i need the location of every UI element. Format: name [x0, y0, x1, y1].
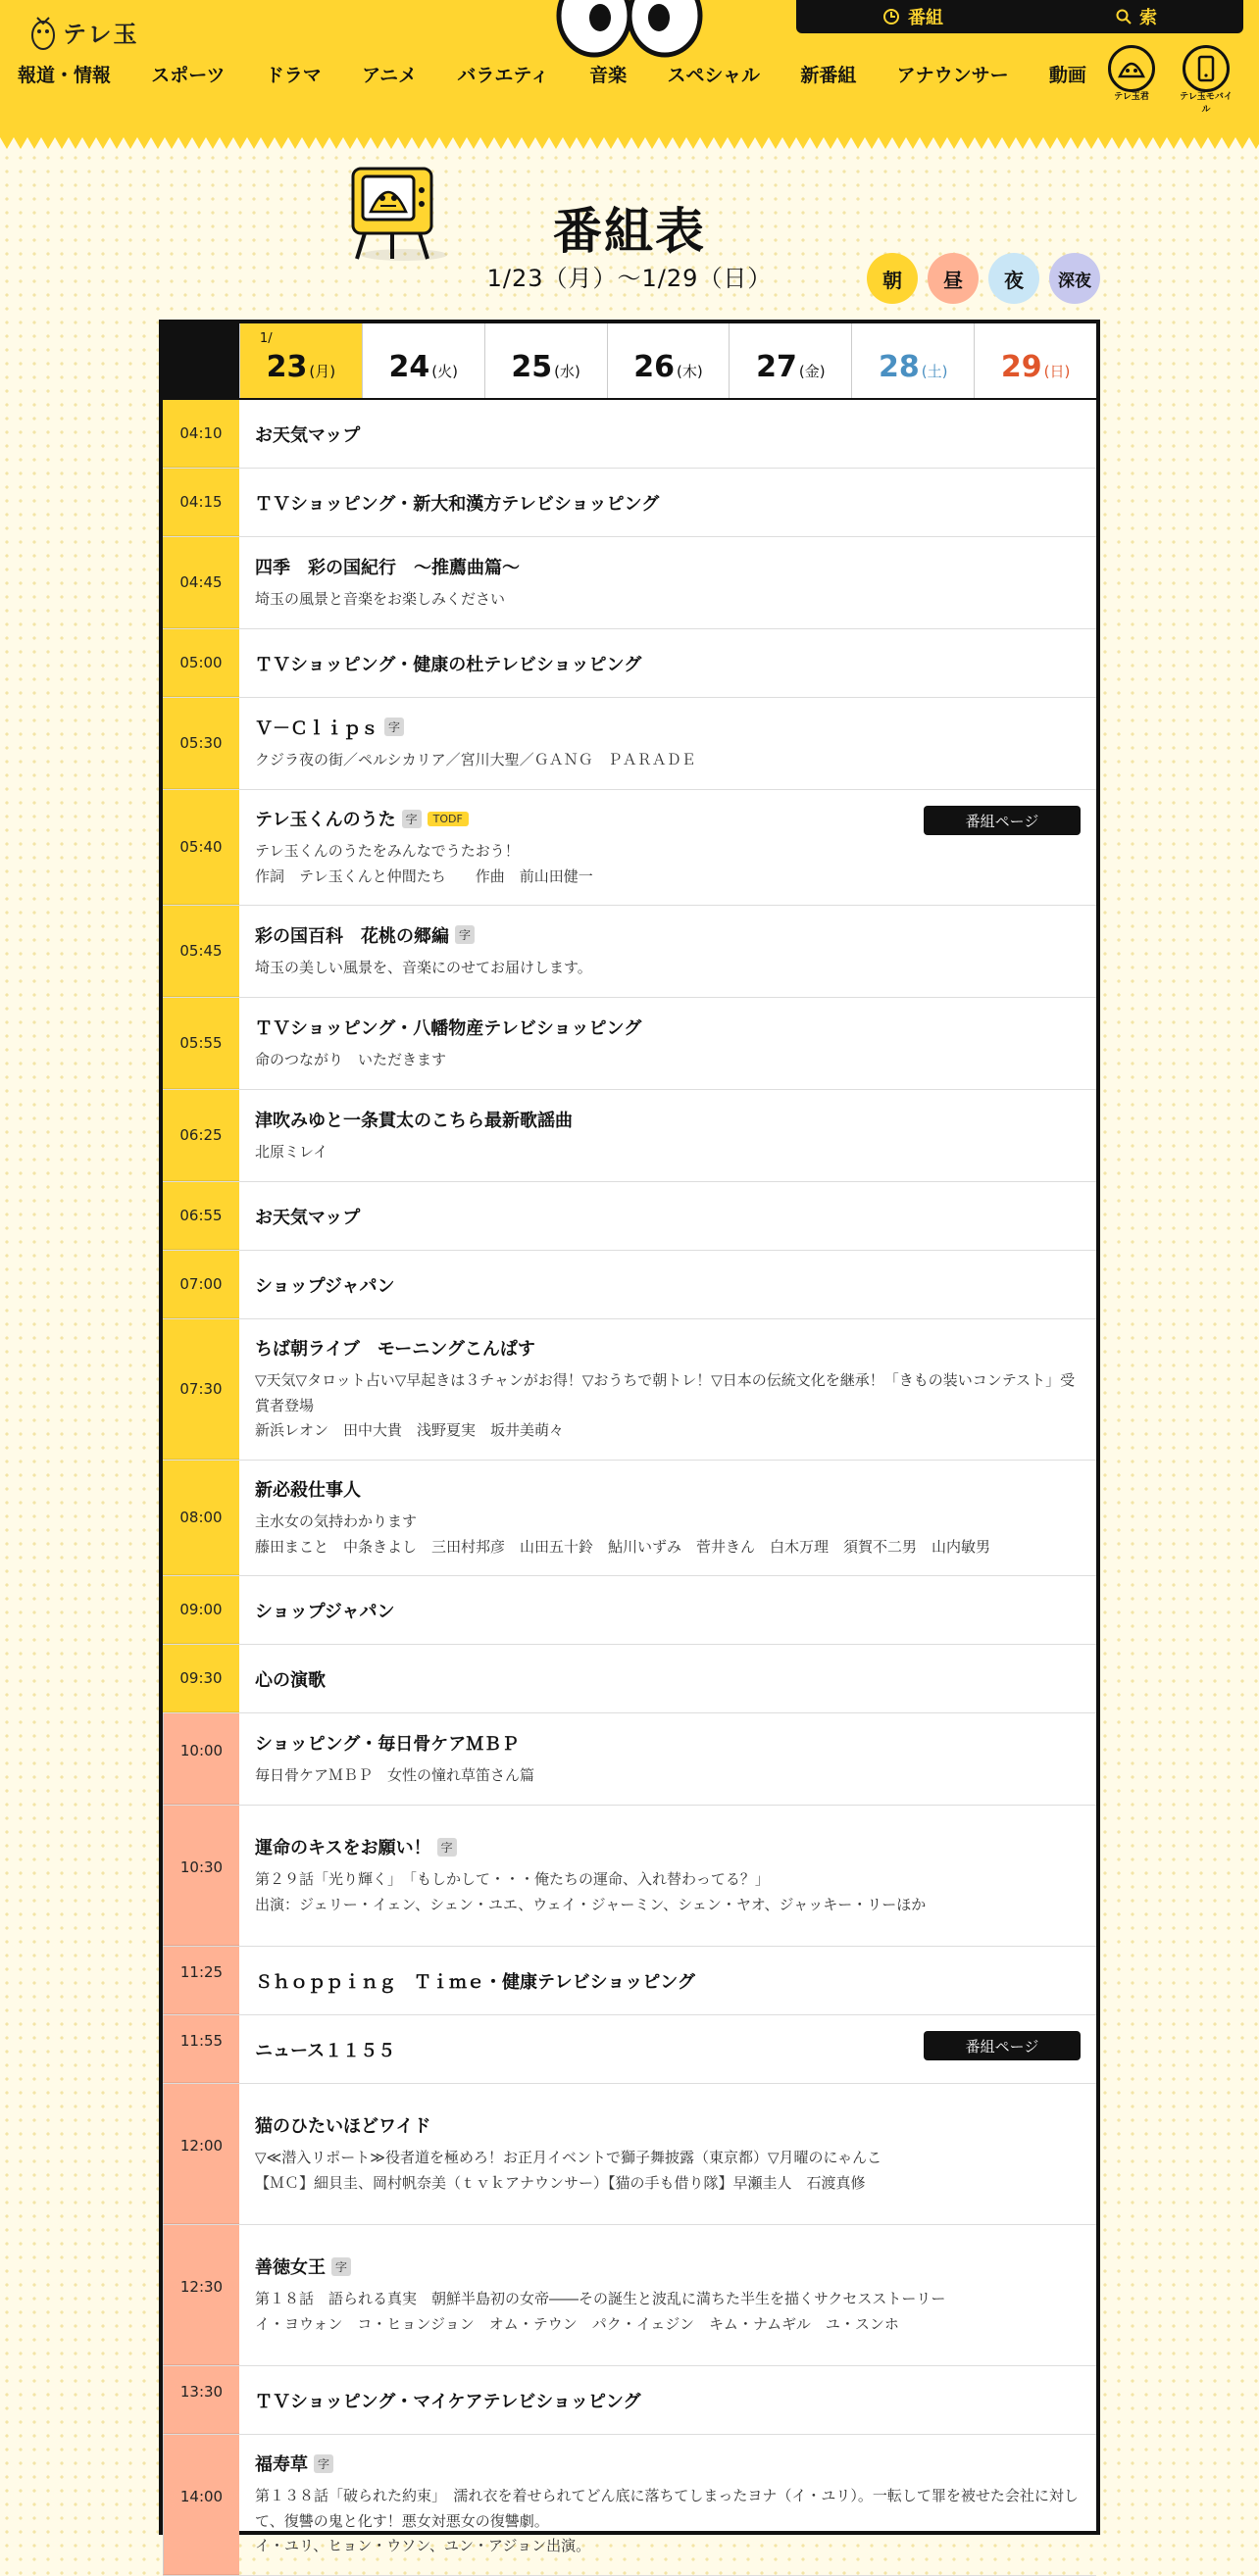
program-time: 10:30 [163, 1806, 239, 1946]
day-tab-23[interactable] [239, 323, 362, 398]
program-cell[interactable] [239, 790, 1096, 905]
program-time: 12:30 [163, 2225, 239, 2365]
program-cell[interactable] [239, 1713, 1096, 1805]
program-time: 11:55 [163, 2015, 239, 2083]
program-cell[interactable] [239, 1090, 1096, 1181]
program-cell[interactable] [239, 998, 1096, 1089]
program-description [255, 1763, 1081, 1789]
day-header [163, 323, 1096, 400]
program-description [255, 956, 1081, 981]
program-title[interactable]: 新必殺仕事人 [255, 1480, 361, 1501]
period-night-label: 夜 [1004, 268, 1024, 292]
program-description [255, 587, 1081, 613]
nav-music[interactable]: 音楽 [589, 64, 628, 86]
period-morning-label: 朝 [882, 268, 902, 292]
program-row [163, 1251, 1096, 1319]
top-utility-bar [796, 0, 1243, 33]
search-link[interactable] [1116, 4, 1157, 29]
description-line: ▽天気▽タロット占い▽早起きは３チャンがお得！▽おうちで朝トレ！▽日本の伝統文化を継承！「きもの装いコンテスト」受賞者登場 [255, 1371, 1076, 1414]
program-title[interactable]: 運命のキスをお願い！ [255, 1838, 431, 1858]
program-title-row [255, 1272, 1081, 1298]
program-time: 07:00 [163, 1251, 239, 1318]
program-row [163, 1645, 1096, 1713]
program-cell[interactable] [239, 400, 1096, 468]
program-row [163, 1947, 1096, 2015]
period-morning-button[interactable] [867, 253, 918, 304]
program-cell[interactable] [239, 906, 1096, 997]
description-line: 出演：ジェリー・イェン、シェン・ユエ、ウェイ・ジャーミン、シェン・ヤオ、ジャッキー・リーほか [255, 1895, 927, 1913]
program-title[interactable]: ショップジャパン [255, 1601, 395, 1622]
program-row [163, 537, 1096, 629]
program-time: 14:00 [163, 2435, 239, 2575]
program-title[interactable]: 心の演歌 [255, 1669, 326, 1691]
nav-special[interactable]: スペシャル [667, 64, 761, 86]
program-title[interactable]: ちば朝ライブ モーニングこんぱす [255, 1339, 535, 1361]
mobile-label: テレ玉モバイル [1180, 92, 1233, 115]
program-title[interactable]: 福寿草 [255, 2454, 308, 2476]
program-title[interactable]: ＴＶショッピング・八幡物産テレビショッピング [255, 1017, 642, 1039]
program-title-row [255, 1335, 1081, 1361]
program-title-row [255, 1107, 1081, 1132]
program-cell[interactable] [239, 2225, 1096, 2365]
program-title-row [255, 1968, 1081, 1994]
todf-badge: TODF [428, 812, 469, 826]
program-title[interactable]: Ｓｈｏｐｐｉｎｇ Ｔｉｍｅ・健康テレビショッピング [255, 1971, 695, 1993]
period-noon-label: 昼 [943, 268, 963, 292]
program-title-row [255, 1666, 1081, 1692]
nav-video[interactable]: 動画 [1048, 64, 1086, 86]
program-title-row [255, 490, 1081, 516]
program-time: 05:55 [163, 998, 239, 1089]
mobile-phone-icon [1197, 55, 1215, 82]
program-cell[interactable] [239, 1319, 1096, 1460]
mascot-face-icon [1118, 57, 1145, 80]
program-title-row [255, 1476, 1081, 1502]
program-title[interactable]: ショップジャパン [255, 1275, 395, 1297]
program-description [255, 748, 1081, 773]
program-cell[interactable] [239, 537, 1096, 628]
nav-variety[interactable]: バラエティ [457, 64, 549, 86]
program-row [163, 629, 1096, 698]
main-nav [18, 57, 1086, 90]
day-number: 29 [1000, 350, 1042, 384]
program-cell[interactable] [239, 1806, 1096, 1946]
program-cell[interactable] [239, 1461, 1096, 1575]
day-tab-26[interactable] [607, 323, 730, 398]
description-line: テレ玉くんのうたをみんなでうたおう！ [255, 842, 520, 860]
tele-tama-mascot-icon [29, 12, 57, 51]
program-cell[interactable] [239, 1576, 1096, 1644]
program-time: 04:15 [163, 469, 239, 536]
description-line: 第１３８話「破られた約束」 濡れ衣を着せられてどん底に落ちてしまったヨナ（イ・ユリ）。一転して罪を被せた会社に対して、復讐の鬼と化す！悪女対悪女の復讐劇。 [255, 2487, 1079, 2530]
program-title[interactable]: 四季 彩の国紀行 ～推薦曲篇～ [255, 557, 520, 578]
day-of-week: (金) [798, 363, 826, 380]
program-description [255, 2146, 1081, 2196]
nav-drama[interactable]: ドラマ [265, 64, 322, 86]
program-title-row [255, 715, 1081, 740]
program-title-row [255, 1204, 1081, 1229]
day-tab-25[interactable] [484, 323, 607, 398]
program-row [163, 1576, 1096, 1645]
program-title-row [255, 1015, 1081, 1040]
nav-announcer[interactable]: アナウンサー [896, 64, 1009, 86]
program-description [255, 1510, 1081, 1560]
date-range: 1/23（月）〜1/29（日） [486, 265, 773, 292]
header-zigzag-edge [0, 137, 1259, 151]
description-line: 第２９話「光り輝く」 「もしかして・・・俺たちの運命、入れ替わってる？」 [255, 1870, 770, 1888]
day-header-corner [163, 323, 239, 398]
program-title[interactable]: テレ玉くんのうた [255, 810, 396, 830]
program-cell[interactable] [239, 2435, 1096, 2575]
description-line: 第１８話 語られる真実 朝鮮半島初の女帝――その誕生と波乱に満ちた半生を描くサクセスストーリー [255, 2290, 946, 2307]
mobile-button[interactable] [1180, 45, 1233, 115]
tele-tama-kun-button[interactable] [1108, 45, 1155, 102]
program-time: 09:30 [163, 1645, 239, 1712]
program-title-row [255, 554, 1081, 579]
program-title-row [255, 1730, 1081, 1756]
day-of-week: (木) [677, 363, 703, 380]
day-of-week: (火) [431, 363, 458, 380]
period-late-night-button[interactable] [1049, 253, 1100, 304]
period-night-button[interactable] [988, 253, 1039, 304]
program-title[interactable]: 津吹みゆと一条貫太のこちら最新歌謡曲 [255, 1110, 573, 1131]
program-cell[interactable] [239, 2366, 1096, 2434]
program-time: 05:45 [163, 906, 239, 997]
day-number: 24 [388, 350, 430, 384]
program-title[interactable]: Ｖ－Ｃｌｉｐｓ [255, 718, 378, 739]
program-description [255, 1140, 1081, 1165]
program-cell[interactable] [239, 1251, 1096, 1318]
mascot-eyes-icon [555, 0, 704, 59]
description-line: 新浜レオン 田中大貴 浅野夏実 坂井美萌々 [255, 1421, 565, 1440]
program-row [163, 2015, 1096, 2084]
program-title[interactable]: お天気マップ [255, 424, 361, 446]
program-row [163, 1182, 1096, 1251]
program-cell[interactable] [239, 2015, 1096, 2083]
day-number: 25 [511, 350, 553, 384]
program-page-button[interactable]: 番組ページ [924, 806, 1081, 835]
program-title-row [255, 1834, 1081, 1859]
program-row [163, 469, 1096, 537]
subtitle-badge: 字 [437, 1838, 457, 1857]
description-line: 主水女の気持わかります [255, 1512, 418, 1530]
program-cell[interactable] [239, 2084, 1096, 2224]
program-description [255, 1867, 1081, 1917]
program-title-row [255, 651, 1081, 676]
logo-text: テレ玉 [63, 20, 139, 48]
program-row [163, 1090, 1096, 1182]
program-time: 06:25 [163, 1090, 239, 1181]
nav-new-programs[interactable]: 新番組 [800, 64, 857, 86]
description-line: 埼玉の風景と音楽をお楽しみください [255, 589, 506, 608]
program-time: 07:30 [163, 1319, 239, 1460]
site-header [0, 0, 1259, 137]
subtitle-badge: 字 [314, 2454, 333, 2473]
program-guide-link[interactable] [882, 4, 943, 29]
program-row [163, 906, 1096, 998]
program-time: 08:00 [163, 1461, 239, 1575]
program-description [255, 1368, 1081, 1444]
program-title-row [255, 2451, 1081, 2476]
program-title[interactable]: お天気マップ [255, 1207, 361, 1228]
search-icon [1116, 9, 1132, 25]
period-noon-button[interactable] [928, 253, 979, 304]
program-cell[interactable] [239, 1182, 1096, 1250]
program-time: 04:10 [163, 400, 239, 468]
program-title[interactable]: 猫のひたいほどワイド [255, 2116, 431, 2137]
subtitle-badge: 字 [455, 925, 475, 944]
program-description [255, 839, 1081, 889]
day-tab-27[interactable] [729, 323, 851, 398]
program-description [255, 2484, 1081, 2559]
program-time: 05:40 [163, 790, 239, 905]
day-tab-24[interactable] [362, 323, 484, 398]
description-line: 【ＭＣ】細貝圭、岡村帆奈美（ｔｖｋアナウンサー）【猫の手も借り隊】早瀬圭人 石渡真修 [255, 2173, 866, 2192]
program-title-row [255, 2254, 1081, 2279]
program-time: 04:45 [163, 537, 239, 628]
site-logo[interactable] [29, 12, 139, 51]
day-number: 26 [633, 350, 675, 384]
description-line: イ・ユリ、ヒョン・ウソン、ユン・アジョン出演。 [255, 2537, 591, 2555]
program-row [163, 790, 1096, 906]
program-title-row [255, 2112, 1081, 2138]
day-number: 23 [266, 350, 308, 384]
day-of-week: (水) [554, 363, 580, 380]
program-page-button[interactable]: 番組ページ [924, 2031, 1081, 2060]
program-row [163, 1806, 1096, 1947]
program-title-row [255, 2388, 1081, 2413]
program-row [163, 1319, 1096, 1461]
program-cell[interactable] [239, 1947, 1096, 2014]
program-row [163, 1461, 1096, 1576]
description-line: 命のつながり いただきます [255, 1050, 447, 1068]
nav-sports[interactable]: スポーツ [151, 64, 226, 86]
program-title[interactable]: ＴＶショッピング・マイケアテレビショッピング [255, 2391, 641, 2412]
nav-anime[interactable]: アニメ [362, 64, 418, 86]
program-row [163, 2084, 1096, 2225]
day-tab-29[interactable] [974, 323, 1096, 398]
day-of-week: (月) [309, 363, 336, 380]
program-title[interactable]: ＴＶショッピング・健康の杜テレビショッピング [255, 654, 642, 675]
subtitle-badge: 字 [402, 810, 422, 828]
program-time: 06:55 [163, 1182, 239, 1250]
subtitle-badge: 字 [331, 2257, 351, 2276]
tele-tama-kun-label: テレ玉君 [1114, 92, 1149, 102]
program-time: 12:00 [163, 2084, 239, 2224]
description-line: 藤田まこと 中条きよし 三田村邦彦 山田五十鈴 鮎川いずみ 菅井きん 白木万理 須賀不二男 山内敏男 [255, 1537, 991, 1556]
day-month: 1/ [259, 331, 273, 346]
clock-icon [882, 8, 900, 25]
tv-mascot-icon [345, 165, 453, 263]
program-cell[interactable] [239, 629, 1096, 697]
program-time: 10:00 [163, 1713, 239, 1805]
description-line: 作詞 テレ玉くんと仲間たち 作曲 前山田健一 [255, 867, 593, 885]
program-row [163, 1713, 1096, 1806]
day-number: 27 [756, 350, 797, 384]
program-time: 09:00 [163, 1576, 239, 1644]
day-of-week: (日) [1043, 363, 1071, 380]
program-title[interactable]: ＴＶショッピング・新大和漢方テレビショッピング [255, 493, 660, 515]
program-row [163, 2366, 1096, 2435]
description-line: イ・ヨウォン コ・ヒョンジョン オム・テウン パク・イェジン キム・ナムギル ユ・スンホ [255, 2314, 899, 2333]
description-line: ▽≪潜入リポート≫役者道を極めろ！お正月イベントで獅子舞披露（東京都）▽月曜のにゃんこ [255, 2149, 882, 2166]
program-row [163, 698, 1096, 790]
subtitle-badge: 字 [384, 718, 404, 736]
program-title[interactable]: 善徳女王 [255, 2257, 326, 2278]
description-line: クジラ夜の街／ペルシカリア／宮川大聖／ＧＡＮＧ ＰＡＲＡＤＥ [255, 750, 696, 768]
program-cell[interactable] [239, 469, 1096, 536]
program-time: 05:30 [163, 698, 239, 789]
day-of-week: (土) [921, 363, 948, 380]
program-cell[interactable] [239, 698, 1096, 789]
description-line: 埼玉の美しい風景を、音楽にのせてお届けします。 [255, 958, 592, 976]
program-title[interactable]: ニュース１１５５ [255, 2040, 396, 2061]
program-row [163, 2225, 1096, 2366]
program-title[interactable]: 彩の国百科 花桃の郷編 [255, 925, 449, 947]
program-title-row [255, 421, 1081, 447]
program-time: 11:25 [163, 1947, 239, 2014]
program-schedule [159, 320, 1100, 2555]
nav-news[interactable]: 報道・情報 [18, 64, 112, 86]
program-row [163, 400, 1096, 469]
description-line: 毎日骨ケアＭＢＰ 女性の憧れ草笛さん篇 [255, 1765, 535, 1784]
program-time: 05:00 [163, 629, 239, 697]
program-title[interactable]: ショッピング・毎日骨ケアＭＢＰ [255, 1733, 520, 1755]
day-number: 28 [879, 350, 920, 384]
program-title-row [255, 922, 1081, 948]
description-line: 北原ミレイ [255, 1142, 328, 1161]
day-tab-28[interactable] [851, 323, 974, 398]
period-late-night-label: 深夜 [1058, 271, 1091, 291]
program-list [163, 400, 1096, 2576]
program-row [163, 998, 1096, 1090]
program-time: 13:30 [163, 2366, 239, 2434]
page-title: 番組表 [553, 203, 706, 260]
program-title-row [255, 1598, 1081, 1623]
program-row [163, 2435, 1096, 2576]
program-description [255, 2287, 1081, 2337]
program-guide-label: 番組 [908, 8, 943, 28]
program-description [255, 1048, 1081, 1073]
program-cell[interactable] [239, 1645, 1096, 1712]
search-label: 索 [1139, 8, 1157, 28]
